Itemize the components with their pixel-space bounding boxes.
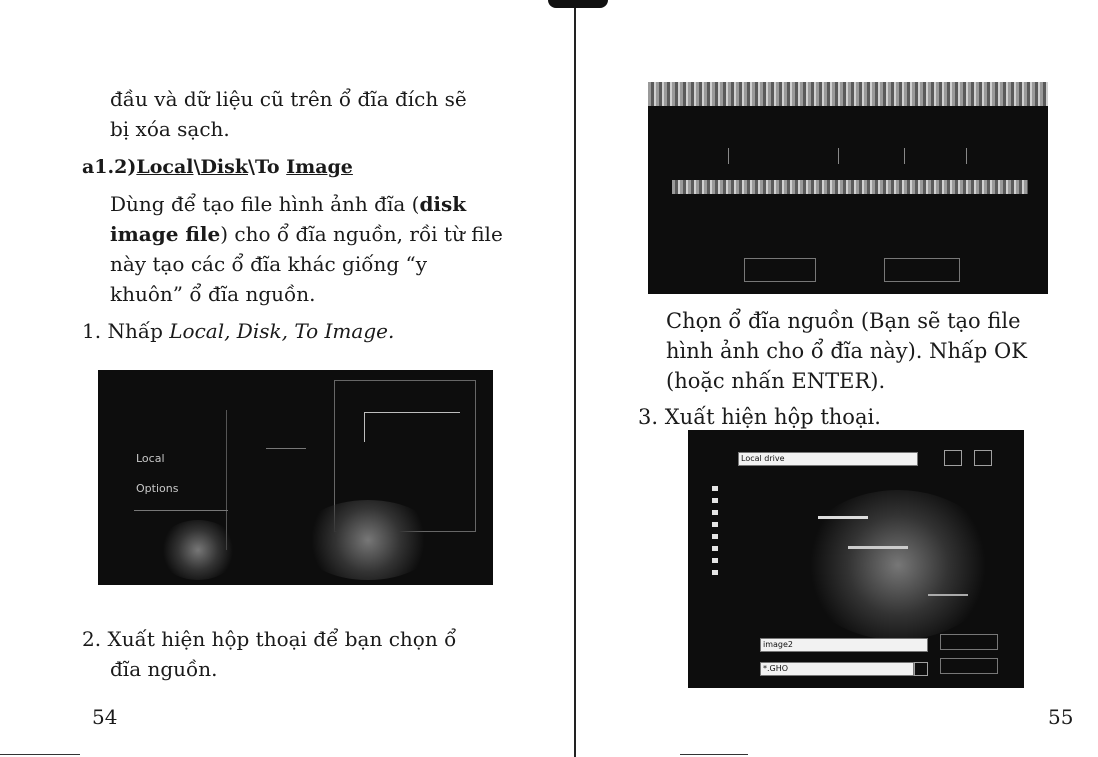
caption-line-1: Chọn ổ đĩa nguồn (Bạn sẽ tạo file <box>666 309 1021 333</box>
paragraph-continuation-2: bị xóa sạch. <box>110 117 230 141</box>
caption-line-2: hình ảnh cho ổ đĩa này). Nhấp OK <box>666 339 1027 363</box>
menu-item-options: Options <box>136 482 179 495</box>
section-heading: a1.2)Local\Disk\To Image <box>82 156 353 178</box>
page-number-left: 54 <box>92 705 118 729</box>
screenshot-source-drive <box>648 82 1048 294</box>
page-number-right: 55 <box>1048 705 1074 729</box>
footer-rule-right <box>680 754 748 755</box>
binding-mark <box>548 0 608 8</box>
page-gutter-line <box>574 0 576 757</box>
description-line-3: này tạo các ổ đĩa khác giống “y <box>110 252 428 276</box>
description-line-4: khuôn” ổ đĩa nguồn. <box>110 282 316 306</box>
step-2: 2. Xuất hiện hộp thoại để bạn chọn ổ <box>82 627 457 651</box>
step-3: 3. Xuất hiện hộp thoại. <box>638 405 881 429</box>
filename-field[interactable]: image2 <box>760 638 928 652</box>
menu-item-local: Local <box>136 452 165 465</box>
step-2-line-2: đĩa nguồn. <box>110 657 218 681</box>
step-1: 1. Nhấp Local, Disk, To Image. <box>82 319 395 343</box>
screenshot-save-dialog <box>688 430 1024 688</box>
description-line-1: Dùng để tạo file hình ảnh đĩa (disk <box>110 192 467 216</box>
screenshot-menu <box>98 370 493 585</box>
filetype-field[interactable]: *.GHO <box>760 662 914 676</box>
description-line-2: image file) cho ổ đĩa nguồn, rồi từ file <box>110 222 503 246</box>
look-in-field: Local drive <box>738 452 918 466</box>
paragraph-continuation: đầu và dữ liệu cũ trên ổ đĩa đích sẽ <box>110 87 467 111</box>
footer-rule-left <box>0 754 80 755</box>
caption-line-3: (hoặc nhấn ENTER). <box>666 369 886 393</box>
